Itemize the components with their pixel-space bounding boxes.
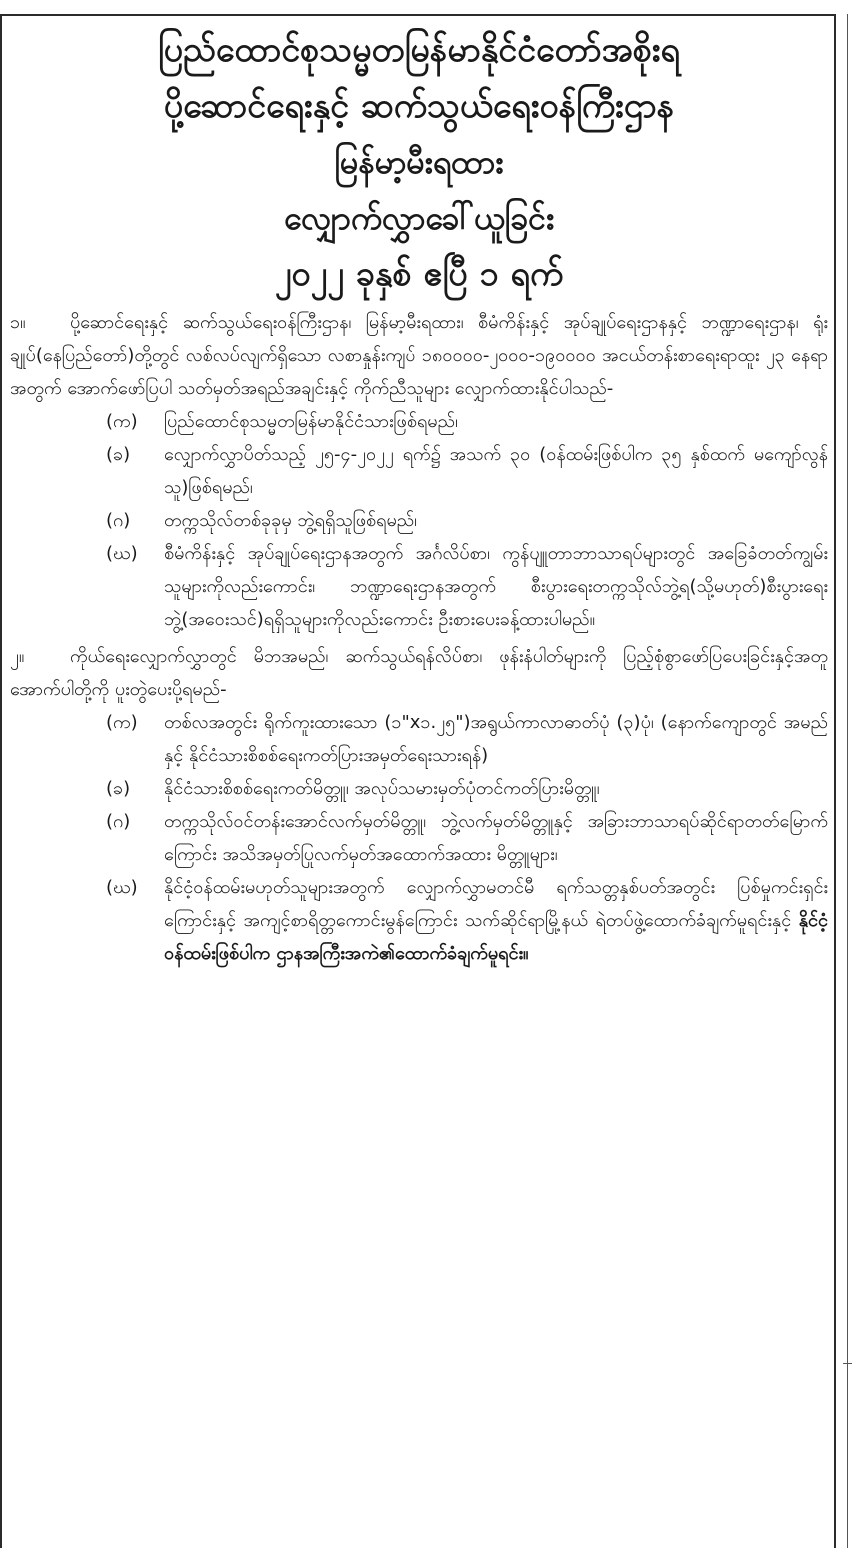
- right-border: [834, 14, 836, 1548]
- section-1-item: [10, 537, 828, 636]
- adjacent-column-tick: [843, 1363, 852, 1364]
- section-1-item: [10, 504, 828, 537]
- item-mark: (က): [106, 712, 138, 733]
- item-text-bold: နိုင်ငံ့ဝန်ထမ်းဖြစ်ပါက ဌာနအကြီးအကဲ၏ထောက်ခံချက်မူရင်း။: [164, 910, 828, 964]
- item-mark: (ခ): [106, 778, 131, 799]
- section-1-item: [10, 405, 828, 438]
- announcement-title: လျှောက်လွှာခေါ်ယူခြင်း: [283, 199, 555, 237]
- item-mark: (ဂ): [106, 510, 131, 531]
- section-2-item: [10, 805, 828, 871]
- section-2-text: ကိုယ်ရေးလျှောက်လွှာတွင် မိဘအမည်၊ ဆက်သွယ်ရန်လိပ်စာ၊ ဖုန်းနံပါတ်များကို ပြည့်စုံစွာဖော်ပြပေးခြင်းနှင့်အတူ အောက်ပါတို့ကို ပူးတွဲပေးပို့ရမည်-: [10, 646, 828, 700]
- section-1-item: [10, 438, 828, 504]
- section-2-number: ၂။: [10, 646, 25, 667]
- item-text: နိုင်ငံသားစိစစ်ရေးကတ်မိတ္တူ၊ အလုပ်သမားမှတ်ပုံတင်ကတ်ပြားမိတ္တူ၊: [164, 778, 600, 799]
- item-mark: (ဃ): [106, 543, 138, 564]
- section-1-text: ပို့ဆောင်ရေးနှင့် ဆက်သွယ်ရေးဝန်ကြီးဌာန၊ မြန်မာ့မီးရထား၊ စီမံကိန်းနှင့် အုပ်ချုပ်ရေးဌာနနှင့် ဘဏ္ဍာရေးဌာန၊ ရုံးချုပ်(နေပြည်တော်)တို့တွင် လစ်လပ်လျက်ရှိသော လစာနှုန်းကျပ် ၁၈၀၀၀၀-၂၀၀၀-၁၉၀၀၀၀ အငယ်တန်းစာရေးရာထူး ၂၃ နေရာ အတွက် အောက်ဖော်ပြပါ သတ်မှတ်အရည်အချင်းနှင့် ကိုက်ညီသူများ လျှောက်ထားနိုင်ပါသည်-: [10, 312, 828, 399]
- item-text: တစ်လအတွင်း ရိုက်ကူးထားသော (၁"x၁.၂၅")အရွယ်ကာလာဓာတ်ပုံ (၃)ပုံ၊ (နောက်ကျောတွင် အမည်နှင့် နိုင်ငံသားစိစစ်ရေးကတ်ပြားအမှတ်ရေးသားရန်): [164, 712, 828, 766]
- department-title: မြန်မာ့မီးရထား: [334, 143, 504, 181]
- item-text: တက္ကသိုလ်တစ်ခုခုမှ ဘွဲ့ရရှိသူဖြစ်ရမည်၊: [164, 510, 418, 531]
- section-2-item: [10, 706, 828, 772]
- item-text: လျှောက်လွှာပိတ်သည့် ၂၅-၄-၂၀၂၂ ရက်၌ အသက် ၃၀ (ဝန်ထမ်းဖြစ်ပါက ၃၅ နှစ်ထက် မကျော်လွန်သူ)ဖြစ်ရမည်၊: [164, 444, 828, 498]
- ministry-title: ပို့ဆောင်ရေးနှင့် ဆက်သွယ်ရေးဝန်ကြီးဌာန: [163, 86, 675, 126]
- item-mark: (က): [106, 411, 138, 432]
- item-mark: (ခ): [106, 444, 131, 465]
- left-border: [0, 14, 2, 1548]
- top-border: [0, 14, 836, 16]
- item-text: ပြည်ထောင်စုသမ္မတမြန်မာနိုင်ငံသားဖြစ်ရမည်၊: [164, 411, 458, 432]
- adjacent-column-border: [847, 14, 848, 1548]
- government-title: ပြည်ထောင်စုသမ္မတမြန်မာနိုင်ငံတော်အစိုးရ: [157, 30, 681, 70]
- item-text-regular: နိုင်ငံ့ဝန်ထမ်းမဟုတ်သူများအတွက် လျှောက်လွှာမတင်မီ ရက်သတ္တနှစ်ပတ်အတွင်း ပြစ်မှုကင်းရှင်းကြောင်းနှင့် အကျင့်စာရိတ္တကောင်းမွန်ကြောင်း သက်ဆိုင်ရာမြို့နယ် ရဲတပ်ဖွဲ့ထောက်ခံချက်မူရင်းနှင့်: [164, 877, 828, 931]
- section-1-paragraph: [10, 306, 828, 405]
- section-2-paragraph: [10, 640, 828, 706]
- item-text: [164, 871, 828, 970]
- section-2-item: [10, 871, 828, 970]
- section-2-item: [10, 772, 828, 805]
- announcement-content: [10, 22, 828, 970]
- section-1-number: ၁။: [10, 312, 26, 333]
- item-text: စီမံကိန်းနှင့် အုပ်ချုပ်ရေးဌာနအတွက် အင်္ဂလိပ်စာ၊ ကွန်ပျူတာဘာသာရပ်များတွင် အခြေခံတတ်ကျွမ်းသူများကိုလည်းကောင်း၊ ဘဏ္ဍာရေးဌာနအတွက် စီးပွားရေးတက္ကသိုလ်ဘွဲ့ရ(သို့မဟုတ်)စီးပွားရေးဘွဲ့(အဝေးသင်)ရရှိသူများကိုလည်းကောင်း ဦးစားပေးခန့်ထားပါမည်။: [164, 543, 828, 630]
- announcement-date: ၂၀၂၂ ခုနှစ် ဧပြီ ၁ ရက်: [274, 254, 564, 294]
- item-mark: (ဂ): [106, 811, 131, 832]
- item-mark: (ဃ): [106, 877, 138, 898]
- item-text: တက္ကသိုလ်ဝင်တန်းအောင်လက်မှတ်မိတ္တူ၊ ဘွဲ့လက်မှတ်မိတ္တူနှင့် အခြားဘာသာရပ်ဆိုင်ရာတတ်မြောက်ကြောင်း အသိအမှတ်ပြုလက်မှတ်အထောက်အထား မိတ္တူများ၊: [164, 811, 828, 865]
